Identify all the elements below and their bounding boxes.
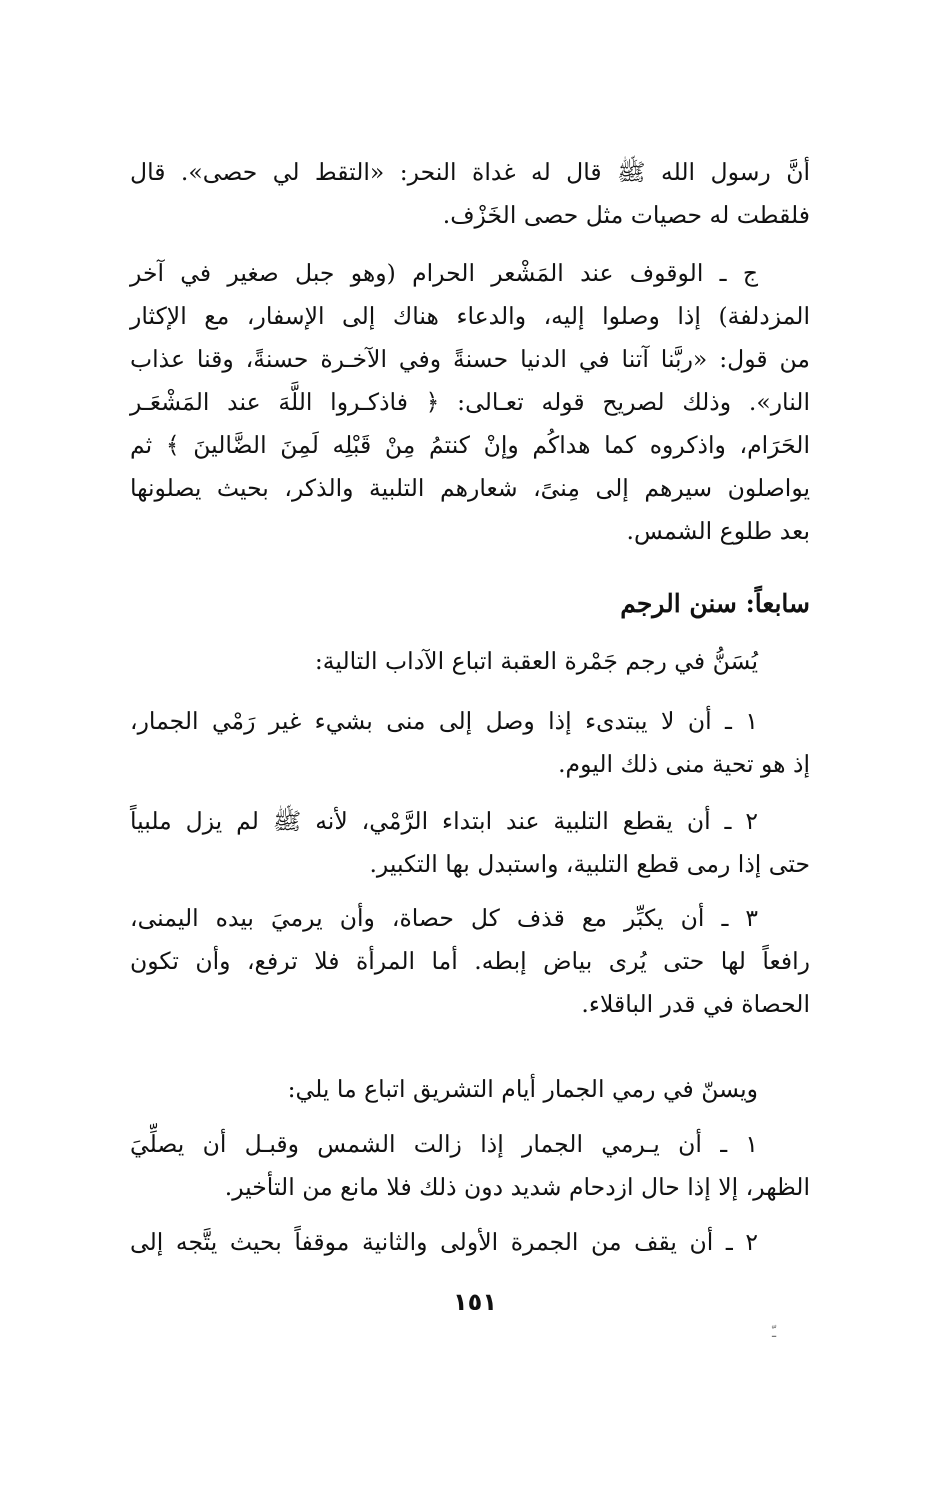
text-line: حتى إذا رمى قطع التلبية، واستبدل بها التكبير. <box>369 850 810 878</box>
paragraph-item-1 <box>130 700 810 786</box>
text-line: الظهر، إلا إذا حال ازدحام شديد دون ذلك فلا مانع من التأخير. <box>224 1173 810 1201</box>
text-line: إذ هو تحية منى ذلك اليوم. <box>558 750 810 778</box>
text-line: النار». وذلك لصريح قوله تعـالى: ﴿ فاذكـروا اللَّهَ عند المَشْعَـر <box>130 388 810 416</box>
text-line: الحَرَام، واذكروه كما هداكُم وإنْ كنتمُ مِنْ قَبْلِه لَمِنَ الضَّالينَ ﴾ ثم <box>130 431 810 459</box>
text-line: ١ ـ أن يـرمي الجمار إذا زالت الشمس وقبـل أن يصلِّيَ <box>130 1130 758 1158</box>
paragraph-tashreeq-item-1 <box>130 1123 810 1209</box>
text-line: ٢ ـ أن يقف من الجمرة الأولى والثانية موقفاً بحيث يتَّجه إلى <box>130 1228 758 1256</box>
text-line: ويسنّ في رمي الجمار أيام التشريق اتباع ما يلي: <box>287 1075 758 1103</box>
text-line: ٢ ـ أن يقطع التلبية عند ابتداء الرَّمْي، لأنه ﷺ لم يزل ملبياً <box>130 807 758 835</box>
corner-mark: ـّ <box>772 1325 777 1341</box>
section-heading: سابعاً: سنن الرجم <box>620 589 810 618</box>
page-number: ١٥١ <box>453 1288 497 1316</box>
text-line: بعد طلوع الشمس. <box>626 517 810 545</box>
text-line: يواصلون سيرهم إلى مِنىً، شعارهم التلبية والذكر، بحيث يصلونها <box>130 474 810 502</box>
paragraph-intro-tashreeq <box>130 1068 810 1111</box>
paragraph-intro-aqaba <box>130 640 810 683</box>
text-line: المزدلفة) إذا وصلوا إليه، والدعاء هناك إلى الإسفار، مع الإكثار <box>130 302 810 330</box>
text-line: رافعاً لها حتى يُرى بياض إبطه. أما المرأة فلا ترفع، وأن تكون <box>130 947 810 975</box>
text-line: الحصاة في قدر الباقلاء. <box>581 990 810 1018</box>
text-line: أنَّ رسول الله ﷺ قال له غداة النحر: «التقط لي حصى». قال <box>130 158 810 186</box>
text-line: يُسَنُّ في رجم جَمْرة العقبة اتباع الآداب التالية: <box>314 647 758 675</box>
text-line: ١ ـ أن لا يبتدىء إذا وصل إلى منى بشيء غير رَمْي الجمار، <box>130 707 758 735</box>
text-line: ج ـ الوقوف عند المَشْعر الحرام (وهو جبل صغير في آخر <box>130 259 758 287</box>
paragraph-hadith-continuation <box>130 151 810 237</box>
text-line: فلقطت له حصيات مثل حصى الخَزْف. <box>442 201 810 229</box>
text-line: ٣ ـ أن يكبِّر مع قذف كل حصاة، وأن يرميَ بيده اليمنى، <box>130 904 758 932</box>
paragraph-tashreeq-item-2 <box>130 1221 810 1264</box>
paragraph-item-2 <box>130 800 810 886</box>
paragraph-item-3 <box>130 897 810 1026</box>
text-line: من قول: «ربَّنا آتنا في الدنيا حسنةً وفي الآخـرة حسنةً، وقنا عذاب <box>130 345 810 373</box>
paragraph-mashar-haram <box>130 252 810 553</box>
